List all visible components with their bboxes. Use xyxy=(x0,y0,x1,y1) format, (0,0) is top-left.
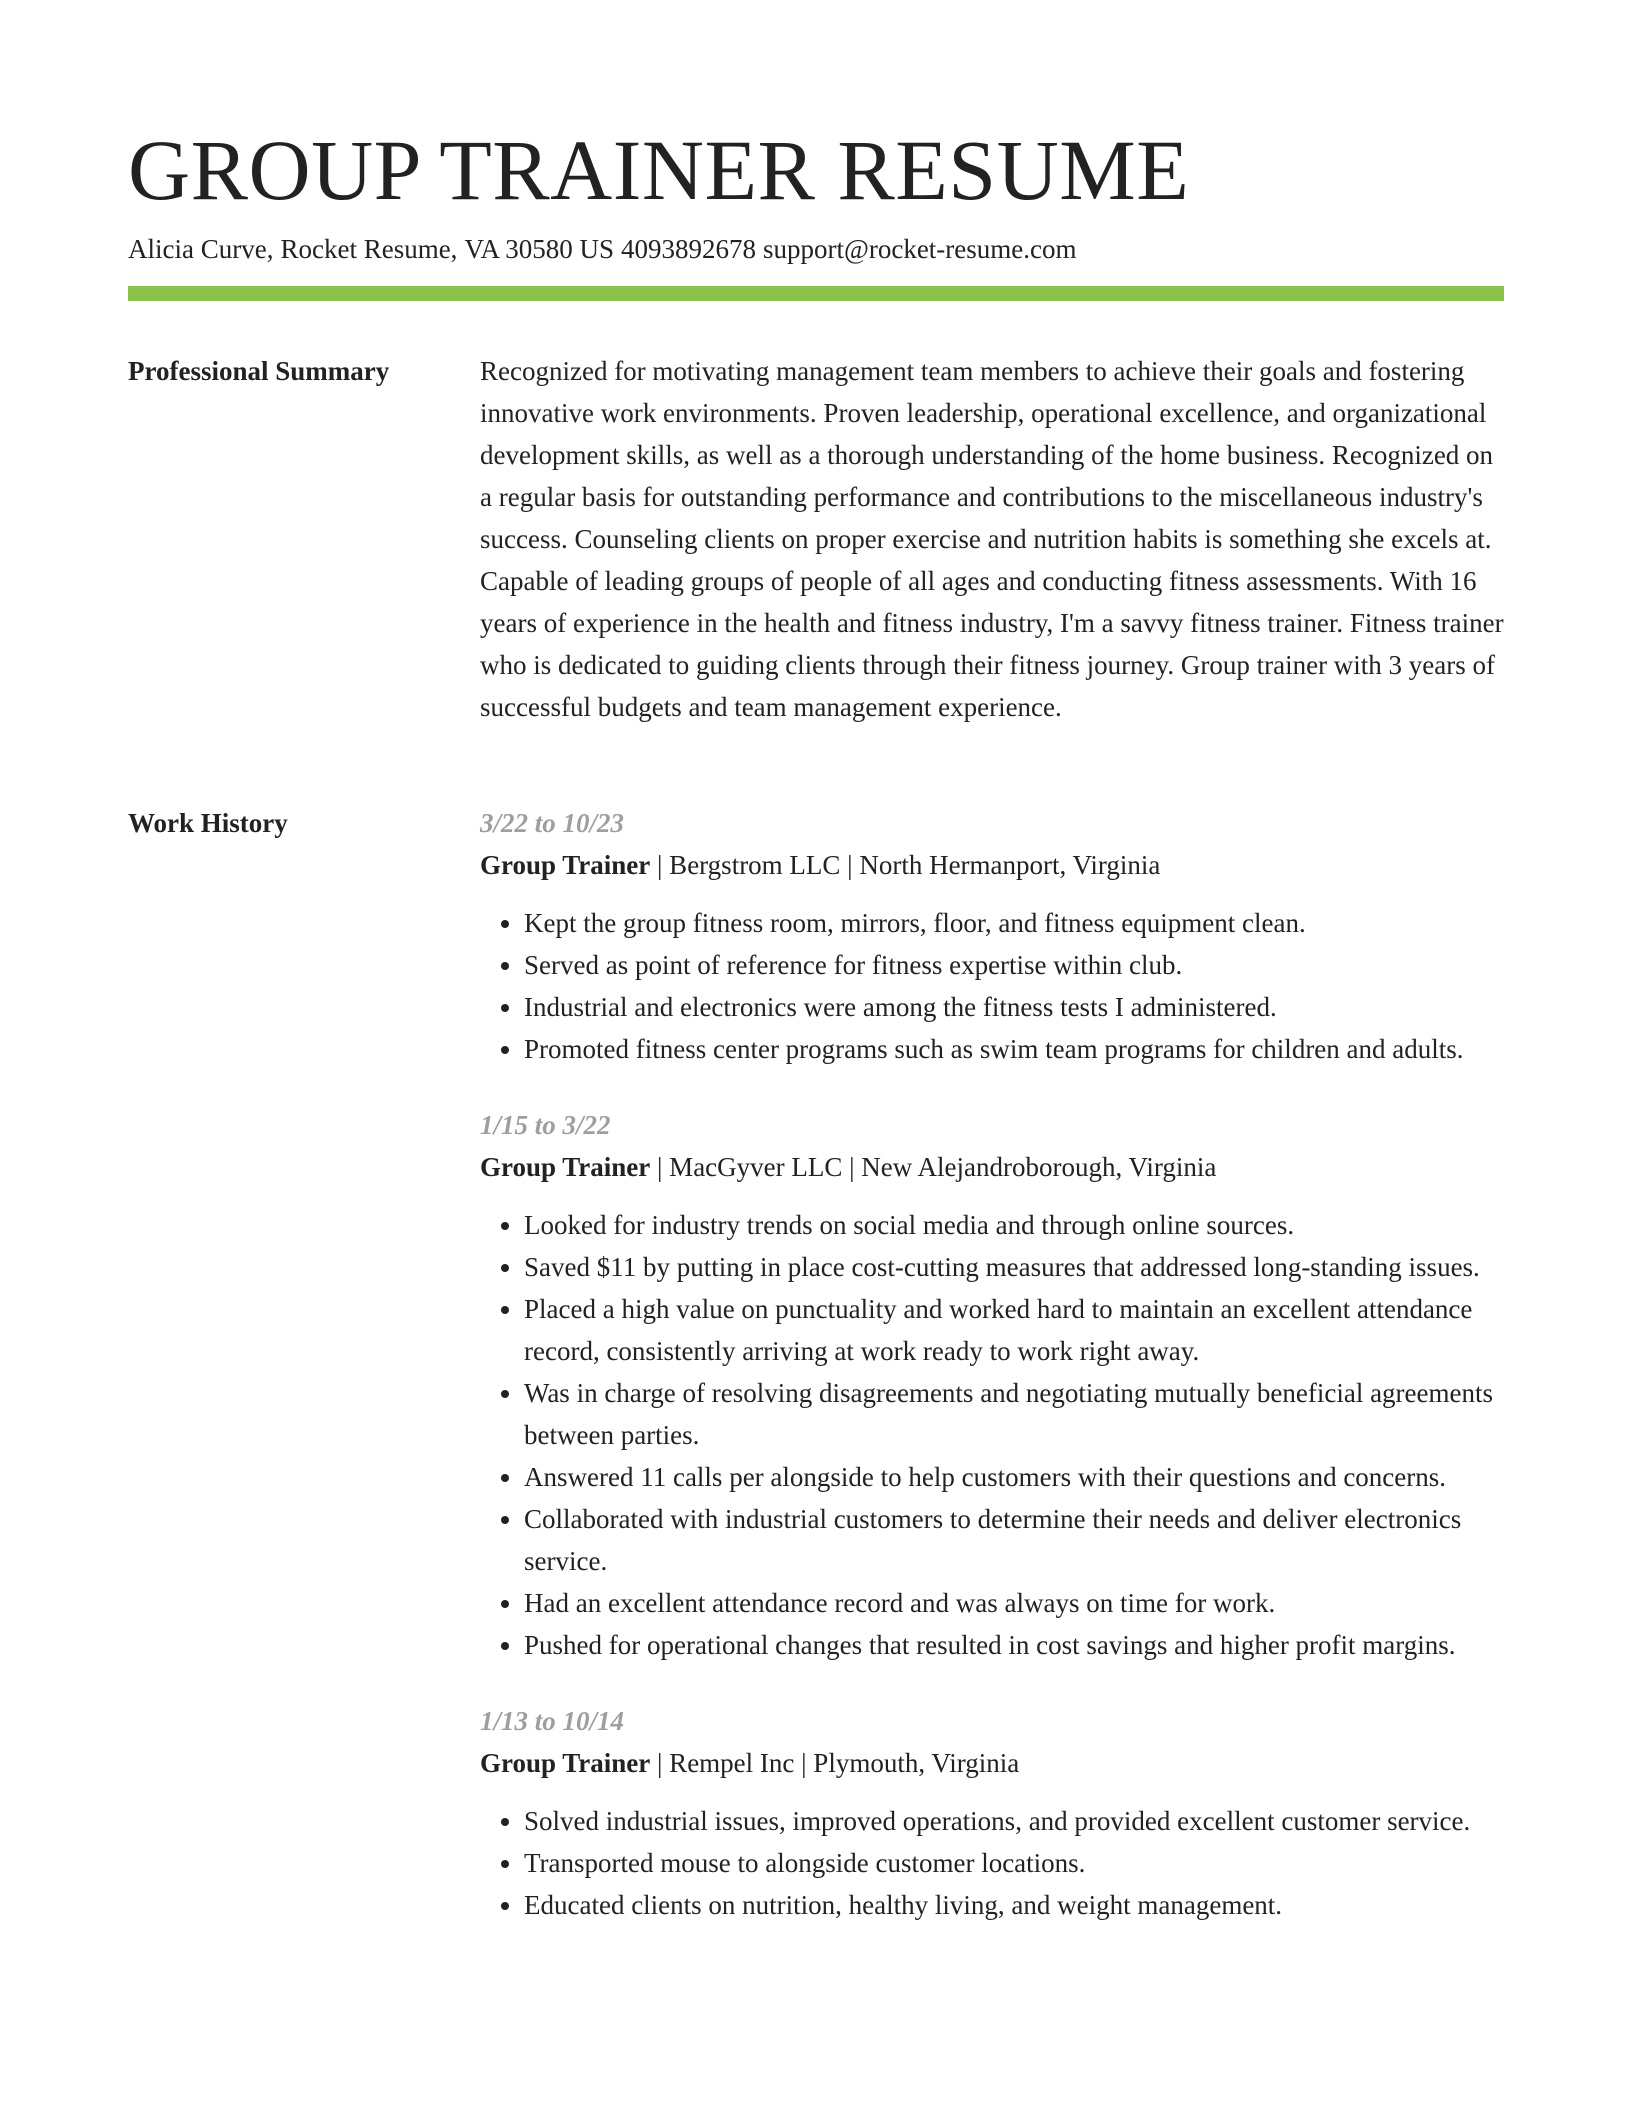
job-role: Group Trainer xyxy=(480,1152,651,1182)
job-bullet: • Answered 11 calls per alongside to help customers with their questions and concerns. xyxy=(524,1456,1504,1498)
job-bullet: • Saved $11 by putting in place cost-cutting measures that addressed long-standing issues. xyxy=(524,1246,1504,1288)
job-heading xyxy=(480,1146,1504,1188)
job-bullet: • Promoted fitness center programs such as swim team programs for children and adults. xyxy=(524,1028,1504,1070)
job-bullets xyxy=(480,1204,1504,1666)
job-role: Group Trainer xyxy=(480,1748,651,1778)
job-bullet: • Placed a high value on punctuality and worked hard to maintain an excellent attendance record, consistently arriving at work ready to work right away. xyxy=(524,1288,1504,1372)
job-heading xyxy=(480,844,1504,886)
job-bullet: • Kept the group fitness room, mirrors, floor, and fitness equipment clean. xyxy=(524,902,1504,944)
section-label-work-history: Work History xyxy=(128,808,288,838)
job-bullet: • Industrial and electronics were among the fitness tests I administered. xyxy=(524,986,1504,1028)
job-bullet: • Collaborated with industrial customers to determine their needs and deliver electronics service. xyxy=(524,1498,1504,1582)
job-bullet: • Looked for industry trends on social media and through online sources. xyxy=(524,1204,1504,1246)
job-dates: 1/15 to 3/22 xyxy=(480,1110,611,1140)
job-bullet: • Was in charge of resolving disagreements and negotiating mutually beneficial agreements between parties. xyxy=(524,1372,1504,1456)
job-entry xyxy=(480,1700,1504,1926)
job-bullet: • Educated clients on nutrition, healthy living, and weight management. xyxy=(524,1884,1504,1926)
job-details: | MacGyver LLC | New Alejandroborough, Virginia xyxy=(650,1152,1217,1182)
header-divider xyxy=(128,286,1504,301)
contact-name: Alicia Curve, xyxy=(128,234,274,264)
job-details: | Bergstrom LLC | North Hermanport, Virginia xyxy=(650,850,1161,880)
job-role: Group Trainer xyxy=(480,850,651,880)
contact-location: VA 30580 US xyxy=(464,234,614,264)
contact-phone: 4093892678 xyxy=(620,234,756,264)
job-details: | Rempel Inc | Plymouth, Virginia xyxy=(650,1748,1020,1778)
section-label-summary: Professional Summary xyxy=(128,356,390,386)
job-entry xyxy=(480,802,1504,1070)
job-bullet: • Served as point of reference for fitness expertise within club. xyxy=(524,944,1504,986)
job-bullet: • Solved industrial issues, improved operations, and provided excellent customer service. xyxy=(524,1800,1504,1842)
job-bullets xyxy=(480,1800,1504,1926)
job-bullet: • Had an excellent attendance record and was always on time for work. xyxy=(524,1582,1504,1624)
contact-line xyxy=(128,232,1077,266)
resume-title: GROUP TRAINER RESUME xyxy=(128,122,1190,218)
job-dates: 1/13 to 10/14 xyxy=(480,1706,625,1736)
job-dates: 3/22 to 10/23 xyxy=(480,808,625,838)
job-bullet: • Pushed for operational changes that resulted in cost savings and higher profit margins. xyxy=(524,1624,1504,1666)
job-bullet: • Transported mouse to alongside customer locations. xyxy=(524,1842,1504,1884)
summary-body xyxy=(480,350,1504,728)
contact-email: support@rocket-resume.com xyxy=(762,234,1077,264)
job-bullets xyxy=(480,902,1504,1070)
work-history-body xyxy=(480,802,1504,1960)
job-heading xyxy=(480,1742,1504,1784)
summary-text: Recognized for motivating management team members to achieve their goals and fostering innovative work environments. Proven leadership, operational excellence, and organizational development skills, as well as a thorough understanding of the home business. Recognized on a regular basis for outstanding performance and contributions to the miscellaneous industry's success. Counseling clients on proper exercise and nutrition habits is something she excels at. Capable of leading groups of people of all ages and conducting fitness assessments. With 16 years of experience in the health and fitness industry, I'm a savvy fitness trainer. Fitness trainer who is dedicated to guiding clients through their fitness journey. Group trainer with 3 years of successful budgets and team management experience. xyxy=(480,356,1504,722)
contact-company: Rocket Resume, xyxy=(280,234,458,264)
job-entry xyxy=(480,1104,1504,1666)
